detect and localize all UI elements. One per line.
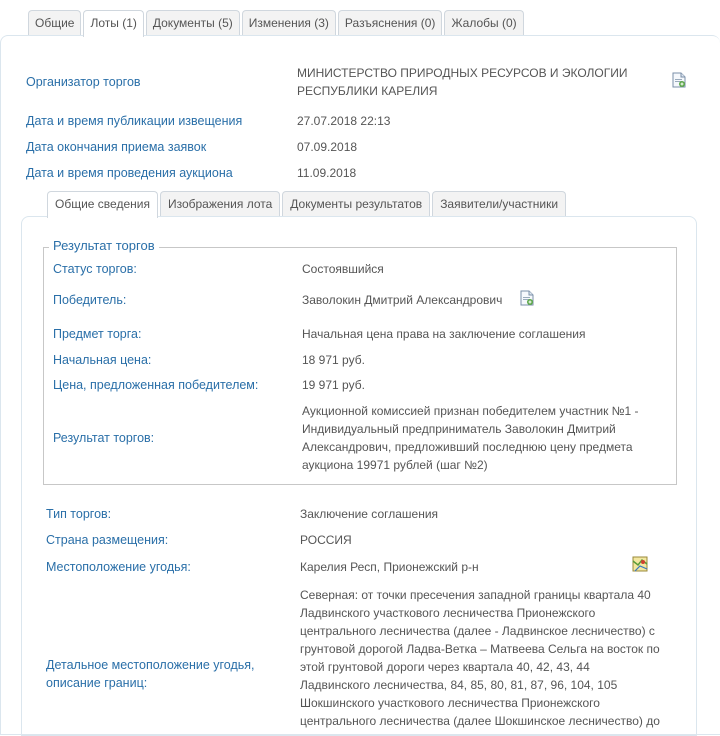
result-text-line4: аукциона 19971 рублей (шаг №2) — [302, 458, 488, 472]
tab-lots[interactable]: Лоты (1) — [83, 10, 143, 37]
detail-location-line: центрального лесничества (далее Шокшинское лесничество) до — [300, 714, 660, 728]
subject-label: Предмет торга: — [53, 327, 142, 341]
tab-documents[interactable]: Документы (5) — [146, 10, 240, 36]
country-value: РОССИЯ — [300, 533, 352, 547]
tab-clarifications[interactable]: Разъяснения (0) — [338, 10, 443, 36]
tab-general[interactable]: Общие — [28, 10, 81, 36]
document-icon[interactable] — [520, 290, 534, 306]
tab-lot-images[interactable]: Изображения лота — [160, 191, 280, 217]
start-price-label: Начальная цена: — [53, 353, 152, 367]
deadline-label: Дата окончания приема заявок — [26, 140, 207, 154]
lot-tabs — [47, 191, 566, 217]
auction-date-label: Дата и время проведения аукциона — [26, 166, 233, 180]
detail-location-line: Ладвинского участкового лесничества Прионежского — [300, 606, 596, 620]
result-text-line2: Индивидуальный предприниматель Заволокин Дмитрий — [302, 422, 616, 436]
tab-lot-applicants[interactable]: Заявители/участники — [432, 191, 566, 217]
auction-date-value: 11.09.2018 — [297, 166, 357, 180]
status-label: Статус торгов: — [53, 262, 137, 276]
winner-value: Заволокин Дмитрий Александрович — [302, 293, 503, 307]
detail-location-line: этой грунтовой дороги через квартала 40, 42, 43, 44 — [300, 660, 590, 674]
detail-location-line: Ладвинского лесничества, 84, 85, 80, 81, 87, 96, 104, 105 — [300, 678, 618, 692]
deadline-value: 07.09.2018 — [297, 140, 358, 154]
result-text-line1: Аукционной комиссией признан победителем участник №1 - — [302, 404, 639, 418]
country-label: Страна размещения: — [46, 533, 169, 547]
winner-label: Победитель: — [53, 293, 127, 307]
detail-location-label-line1: Детальное местоположение угодья, — [46, 658, 255, 672]
pub-date-value: 27.07.2018 22:13 — [297, 114, 391, 128]
organizer-value-line1: МИНИСТЕРСТВО ПРИРОДНЫХ РЕСУРСОВ И ЭКОЛОГИИ — [297, 66, 628, 80]
winner-price-value: 19 971 руб. — [302, 378, 365, 392]
result-legend: Результат торгов — [49, 238, 159, 254]
detail-location-line: Шокшинского участкового лесничества Прионежского — [300, 696, 600, 710]
map-icon[interactable] — [632, 556, 648, 572]
detail-location-label-line2: описание границ: — [46, 676, 148, 690]
organizer-value-line2: РЕСПУБЛИКИ КАРЕЛИЯ — [297, 84, 438, 98]
document-icon[interactable] — [672, 72, 686, 88]
auction-type-label: Тип торгов: — [46, 507, 112, 521]
start-price-value: 18 971 руб. — [302, 353, 365, 367]
detail-location-line: грунтовой дорогой Ладва-Ветка – Матвеева Сельга на восток по — [300, 642, 660, 656]
result-text-line3: Александрович, предложивший последнюю цену предмета — [302, 440, 633, 454]
tab-lot-general[interactable]: Общие сведения — [47, 191, 158, 218]
status-value: Состоявшийся — [302, 262, 384, 276]
winner-price-label: Цена, предложенная победителем: — [53, 378, 259, 392]
detail-location-line: центрального лесничества (далее - Ладвинское лесничество) с — [300, 624, 655, 638]
location-label: Местоположение угодья: — [46, 560, 191, 574]
pub-date-label: Дата и время публикации извещения — [26, 114, 243, 128]
organizer-label: Организатор торгов — [26, 75, 141, 89]
outer-tabs — [28, 10, 524, 36]
tab-lot-result-docs[interactable]: Документы результатов — [282, 191, 430, 217]
subject-value: Начальная цена права на заключение соглашения — [302, 327, 586, 341]
auction-type-value: Заключение соглашения — [300, 507, 439, 521]
location-value: Карелия Респ, Прионежский р-н — [300, 560, 479, 574]
detail-location-line: Северная: от точки пресечения западной границы квартала 40 — [300, 588, 651, 602]
result-label: Результат торгов: — [53, 431, 155, 445]
tab-complaints[interactable]: Жалобы (0) — [444, 10, 523, 36]
tab-changes[interactable]: Изменения (3) — [242, 10, 336, 36]
